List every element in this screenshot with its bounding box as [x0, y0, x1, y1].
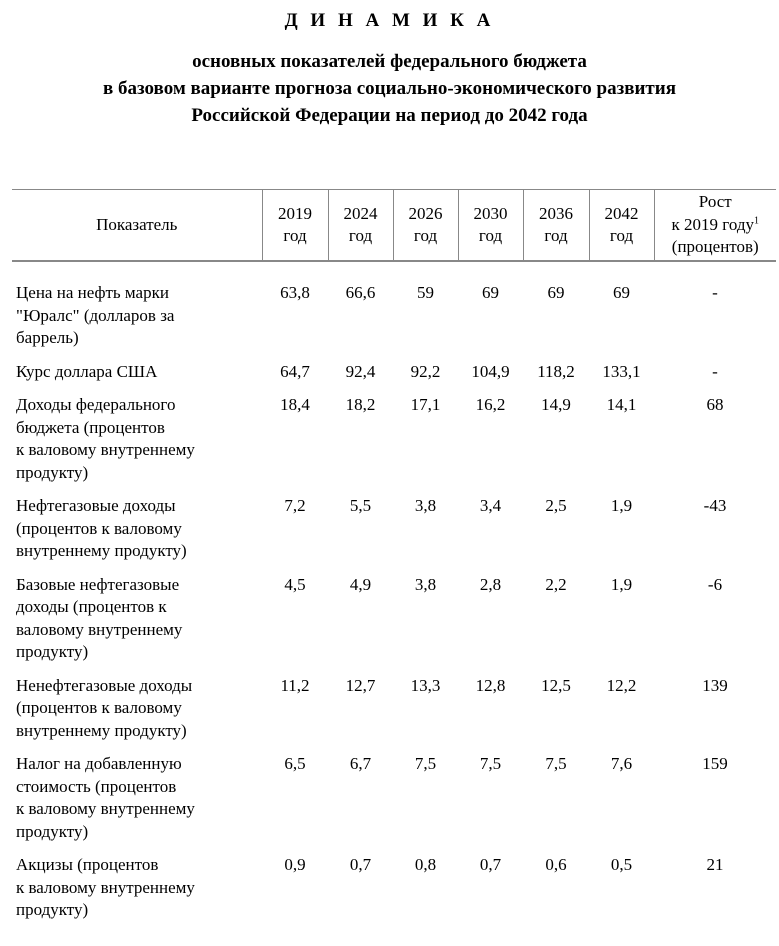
- value-cell: 64,7: [280, 361, 310, 381]
- row-label: Доходы федерального бюджета (процентов к валовому внутреннему продукту): [16, 395, 195, 482]
- value-cell: 3,4: [479, 496, 502, 515]
- table-row: [12, 574, 776, 675]
- value-cell: 14,9: [541, 395, 571, 414]
- header-year: 2036 год: [523, 190, 589, 262]
- row-label: Налог на добавленную стоимость (процентов к валовому внутреннему продукту): [16, 754, 195, 841]
- value-cell: 7,5: [414, 754, 437, 773]
- subtitle-line: Российской Федерации на период до 2042 года: [191, 105, 588, 126]
- growth-cell: 68: [706, 395, 724, 414]
- document-title: Д И Н А М И К А: [284, 10, 495, 31]
- value-cell: 133,1: [602, 361, 641, 381]
- value-cell: 12,7: [345, 675, 376, 695]
- value-cell: 7,5: [479, 754, 502, 773]
- value-cell: 0,6: [545, 855, 567, 874]
- value-cell: 63,8: [280, 283, 310, 302]
- row-label: Цена на нефть марки "Юралс" (долларов за баррель): [16, 283, 175, 347]
- value-cell: 12,8: [475, 675, 506, 695]
- value-cell: 2,8: [479, 574, 502, 594]
- row-label: Ненефтегазовые доходы (процентов к валовому внутреннему продукту): [16, 675, 193, 740]
- value-cell: 59: [417, 283, 434, 302]
- value-cell: 92,2: [410, 361, 441, 381]
- value-cell: 92,4: [345, 361, 376, 381]
- table-row: [12, 495, 776, 574]
- value-cell: 0,5: [610, 855, 633, 874]
- value-cell: 5,5: [349, 496, 372, 515]
- header-year: 2042 год: [589, 190, 654, 262]
- value-cell: 69: [547, 283, 565, 302]
- header-year: 2024 год: [328, 190, 393, 262]
- value-cell: 7,2: [284, 496, 306, 515]
- value-cell: 2,5: [545, 496, 567, 515]
- value-cell: 18,4: [280, 395, 310, 414]
- value-cell: 6,5: [284, 754, 306, 773]
- value-cell: 12,2: [606, 675, 637, 695]
- value-cell: 4,9: [349, 574, 372, 594]
- value-cell: 14,1: [606, 395, 637, 414]
- value-cell: 69: [482, 283, 499, 302]
- row-label: Базовые нефтегазовые доходы (процентов к валовому внутреннему продукту): [16, 574, 183, 661]
- header-row: [12, 190, 776, 262]
- value-cell: 7,6: [610, 754, 633, 773]
- value-cell: 6,7: [349, 754, 372, 773]
- footnote-ref: 1: [753, 215, 759, 227]
- value-cell: 11,2: [280, 675, 310, 695]
- table-row: [12, 261, 776, 361]
- row-label: Нефтегазовые доходы (процентов к валовому внутреннему продукту): [16, 496, 187, 560]
- value-cell: 0,8: [414, 855, 437, 874]
- growth-cell: -43: [703, 496, 727, 515]
- budget-indicators-table: [12, 189, 776, 933]
- value-cell: 16,2: [475, 395, 506, 414]
- value-cell: 1,9: [610, 496, 633, 515]
- growth-cell: 159: [702, 754, 728, 773]
- document-subtitle: [0, 48, 779, 129]
- value-cell: 0,7: [479, 855, 502, 874]
- value-cell: 0,7: [349, 855, 372, 874]
- value-cell: 18,2: [345, 395, 376, 414]
- header-growth: Рост к 2019 году$^1$ (процентов): [654, 190, 776, 262]
- table-row: [12, 753, 776, 854]
- value-cell: 2,2: [545, 574, 567, 594]
- growth-cell: -: [712, 361, 718, 381]
- value-cell: 66,6: [345, 283, 376, 302]
- value-cell: 12,5: [541, 675, 571, 695]
- subtitle-line: в базовом варианте прогноза социально-экономического развития: [103, 78, 676, 99]
- value-cell: 3,8: [414, 496, 437, 515]
- growth-cell: 139: [702, 675, 728, 695]
- subtitle-line: основных показателей федерального бюджета: [192, 51, 587, 72]
- value-cell: 69: [613, 283, 630, 302]
- row-label: Акцизы (процентов к валовому внутреннему продукту): [16, 855, 195, 919]
- table-row: [12, 854, 776, 933]
- table-row: [12, 394, 776, 495]
- value-cell: 118,2: [537, 361, 575, 381]
- value-cell: 3,8: [414, 574, 437, 594]
- table-row: [12, 361, 776, 395]
- header-year: 2026 год: [393, 190, 458, 262]
- row-label: Курс доллара США: [16, 361, 158, 381]
- value-cell: 4,5: [284, 574, 306, 594]
- value-cell: 7,5: [545, 754, 567, 773]
- table-row: [12, 675, 776, 754]
- header-year: 2030 год: [458, 190, 523, 262]
- value-cell: 1,9: [610, 574, 633, 594]
- header-indicator: Показатель: [12, 190, 262, 262]
- value-cell: 13,3: [410, 675, 441, 695]
- growth-cell: 21: [706, 855, 724, 874]
- value-cell: 0,9: [284, 855, 306, 874]
- header-year: 2019 год: [262, 190, 328, 262]
- growth-cell: -: [712, 283, 718, 302]
- value-cell: 104,9: [471, 361, 510, 381]
- growth-cell: -6: [707, 574, 723, 594]
- value-cell: 17,1: [410, 395, 441, 414]
